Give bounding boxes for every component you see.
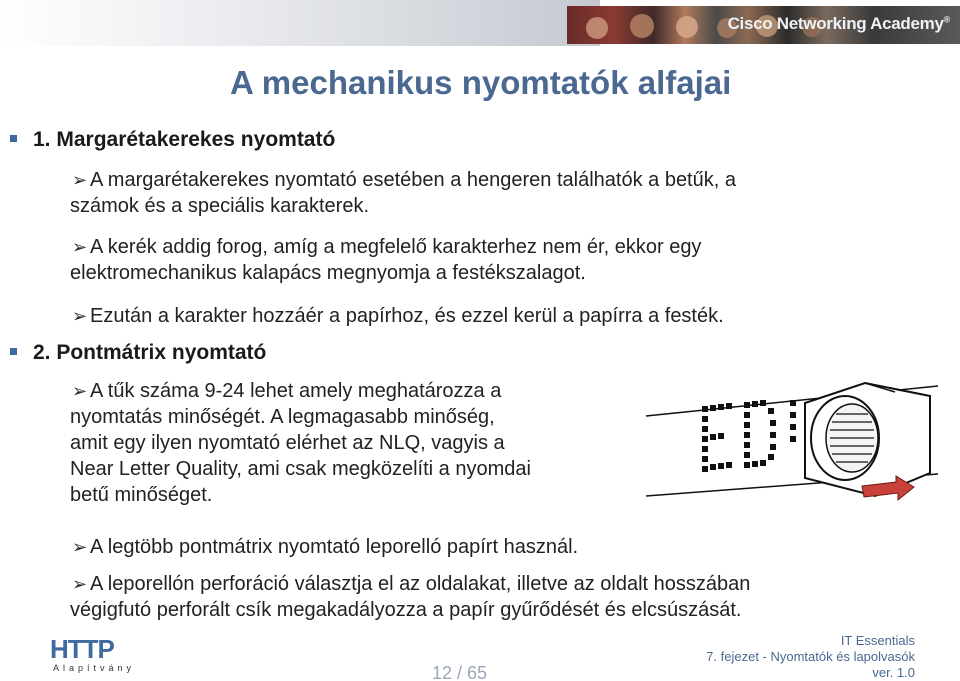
point-2-2: ➢ A legtöbb pontmátrix nyomtató leporelló papírt használ. bbox=[72, 536, 579, 558]
point-1-1: ➢ A margarétakerekes nyomtató esetében a hengeren találhatók a betűk, a számok és a speciális karakterek. bbox=[70, 169, 736, 217]
arrow-bullet-icon: ➢ bbox=[72, 381, 88, 401]
point-1-3: ➢ Ezután a karakter hozzáér a papírhoz, és ezzel kerül a papírra a festék. bbox=[72, 305, 724, 327]
dot-matrix-printhead-illustration bbox=[640, 378, 940, 508]
arrow-bullet-icon: ➢ bbox=[72, 170, 88, 190]
brand-text: Cisco Networking Academy® bbox=[727, 14, 950, 33]
logo-subtitle: Alapítvány bbox=[53, 663, 136, 673]
arrow-bullet-icon: ➢ bbox=[72, 306, 88, 326]
square-bullet-icon bbox=[10, 135, 17, 142]
section-heading-2: 2. Pontmátrix nyomtató bbox=[10, 341, 266, 365]
arrow-bullet-icon: ➢ bbox=[72, 237, 88, 257]
course-name: IT Essentials bbox=[840, 633, 915, 648]
point-1-2: ➢ A kerék addig forog, amíg a megfelelő karakterhez nem ér, ekkor egy elektromechanikus kalapács megnyomja a festékszalagot. bbox=[70, 236, 702, 284]
slide-title: A mechanikus nyomtatók alfajai bbox=[230, 64, 732, 101]
square-bullet-icon bbox=[10, 348, 17, 355]
footer-course-info bbox=[706, 633, 915, 681]
cisco-academy-banner bbox=[567, 6, 960, 44]
section-heading-1: 1. Margarétakerekes nyomtató bbox=[10, 128, 335, 152]
header-gradient-bar bbox=[0, 0, 600, 46]
arrow-bullet-icon: ➢ bbox=[72, 537, 88, 557]
version-label: ver. 1.0 bbox=[872, 665, 915, 680]
arrow-bullet-icon: ➢ bbox=[72, 574, 88, 594]
page-number: 12 / 65 bbox=[432, 663, 488, 681]
point-2-1: ➢ A tűk száma 9-24 lehet amely meghatározza a nyomtatás minőségét. A legmagasabb minőség, amit egy ilyen nyomtató elérhet az NLQ, vagyis a Near Letter Quality, ami csak megközelíti a nyomdai betű minőséget. bbox=[70, 380, 531, 506]
chapter-name: 7. fejezet - Nyomtatók és lapolvasók bbox=[706, 649, 915, 664]
svg-text:HTTP: HTTP bbox=[50, 636, 114, 664]
point-2-3: ➢ A leporellón perforáció választja el az oldalakat, illetve az oldalt hosszában végigfutó perforált csík megakadályozza a papír gyűrődését és elcsúszását. bbox=[70, 573, 751, 621]
